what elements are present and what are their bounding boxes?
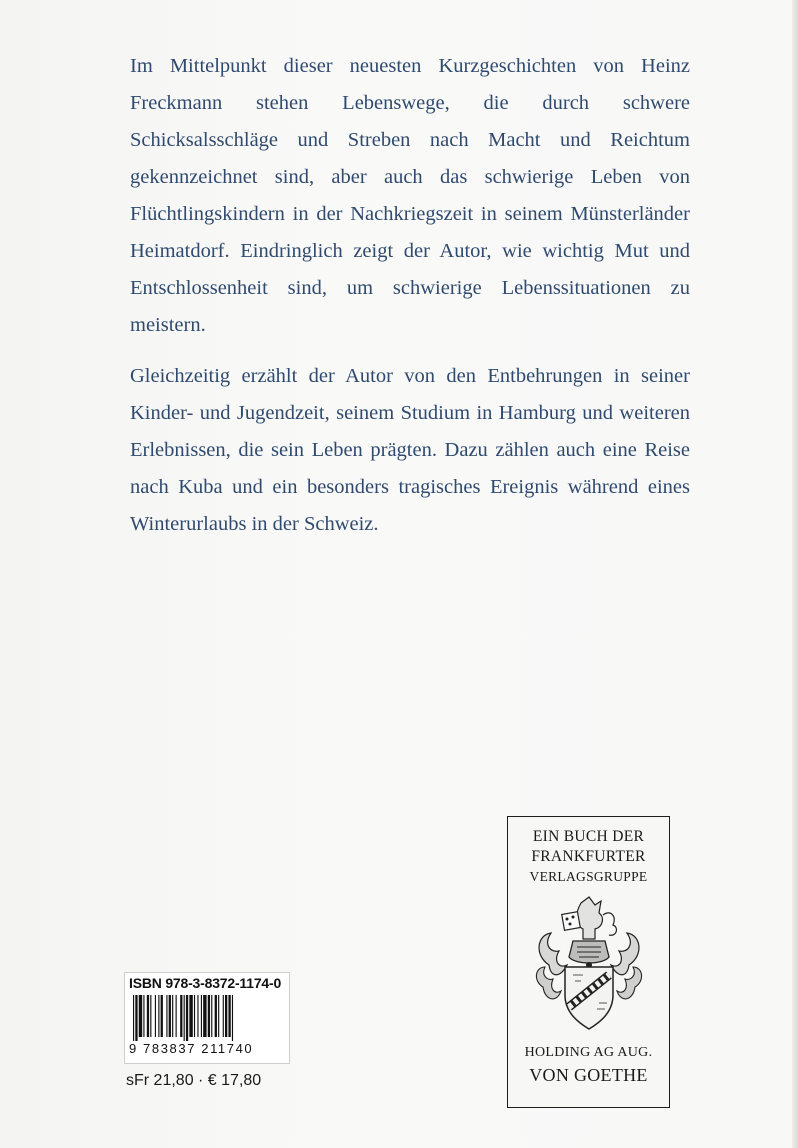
heraldic-crest-icon	[529, 895, 649, 1033]
barcode-bar	[211, 995, 212, 1037]
barcode-bar	[161, 995, 163, 1037]
price-label: sFr 21,80 · € 17,80	[126, 1072, 262, 1089]
barcode-bar	[201, 995, 202, 1037]
barcode-bar	[176, 995, 177, 1037]
barcode-bar	[228, 995, 230, 1037]
blurb-paragraph-2: Gleichzeitig erzählt der Autor von den Entbehrungen in seiner Kinder- und Jugendzeit, seinem Studium in Hamburg und weiteren Erlebnissen, die sein Leben prägten. Dazu zählen auch eine Reise nach Kuba und ein besonders tragisches Ereignis während eines Winterurlaubs in der Schweiz.	[130, 365, 690, 535]
barcode-bar	[166, 995, 167, 1037]
barcode-bar	[172, 995, 173, 1037]
publisher-line-3: VERLAGSGRUPPE	[529, 869, 648, 884]
barcode-bar	[147, 995, 149, 1037]
barcode-bar	[158, 995, 159, 1037]
barcode-bar	[208, 995, 210, 1037]
barcode-bar	[225, 995, 227, 1037]
barcode-bar	[180, 995, 182, 1037]
barcode-bar	[189, 995, 192, 1037]
publisher-bottom	[508, 1043, 669, 1087]
publisher-line-4: HOLDING AG AUG.	[524, 1045, 653, 1060]
barcode-bar	[186, 995, 188, 1041]
publisher-line-5: VON GOETHE	[529, 1065, 648, 1085]
blurb-text	[130, 48, 690, 555]
barcode-bar	[139, 995, 142, 1037]
barcode-bar	[184, 995, 185, 1041]
barcode-icon	[133, 995, 283, 1041]
barcode-bar	[135, 995, 137, 1041]
barcode-bar	[143, 995, 144, 1037]
cover-edge	[792, 0, 798, 1148]
barcode-bar	[197, 995, 198, 1037]
blurb-paragraph-1: Im Mittelpunkt dieser neuesten Kurzgeschichten von Heinz Freckmann stehen Lebenswege, die durch schwere Schicksalsschläge und Streben nach Macht und Reichtum gekennzeichnet sind, aber auch das schwierige Leben von Flüchtlingskindern in der Nachkriegszeit in seinem Münsterländer Heimatdorf. Eindringlich zeigt der Autor, wie wichtig Mut und Entschlossenheit sind, um schwierige Lebenssituationen zu meistern.	[130, 55, 690, 336]
barcode-bar	[232, 995, 233, 1041]
barcode-bar	[218, 995, 219, 1037]
isbn-label: ISBN 978-3-8372-1174-0	[129, 975, 282, 991]
barcode-digits: 9 783837 211740	[129, 1041, 254, 1056]
publisher-line-1: EIN BUCH DER	[532, 828, 645, 845]
barcode-bar	[150, 995, 151, 1037]
publisher-box	[507, 816, 670, 1108]
publisher-line-2: FRANKFURTER	[531, 848, 646, 865]
barcode-bar	[169, 995, 171, 1037]
barcode-bar	[155, 995, 156, 1037]
barcode-bar	[223, 995, 224, 1037]
isbn-barcode-block	[124, 972, 290, 1064]
barcode-bar	[203, 995, 206, 1037]
barcode-bar	[133, 995, 134, 1041]
barcode-bar	[215, 995, 217, 1037]
barcode-bar	[194, 995, 195, 1037]
